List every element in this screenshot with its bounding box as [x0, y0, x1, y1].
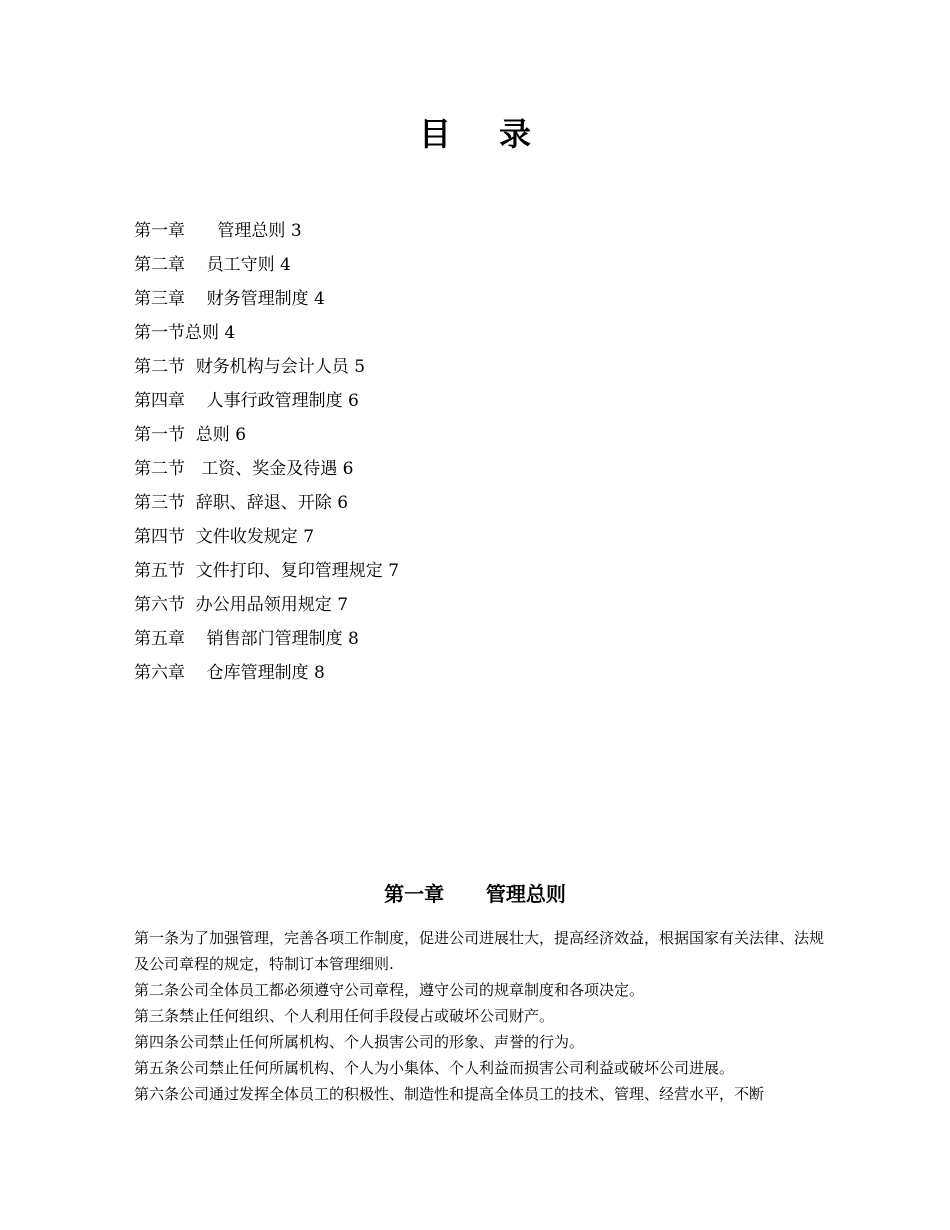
- toc-title-left: 目: [418, 115, 451, 153]
- toc-item[interactable]: 第一章 管理总则 3: [134, 221, 302, 241]
- article-paragraph: 第一条为了加强管理，完善各项工作制度，促进公司进展壮大，提高经济效益，根据国家有关法律、法规及公司章程的规定，特制订本管理细则.: [134, 929, 825, 973]
- article-paragraph: 第四条公司禁止任何所属机构、个人损害公司的形象、声誉的行为。: [134, 1033, 585, 1051]
- toc-title: [0, 112, 950, 156]
- article-paragraph: 第五条公司禁止任何所属机构、个人为小集体、个人利益而损害公司利益或破坏公司进展。: [134, 1059, 735, 1077]
- toc-item[interactable]: 第四节 文件收发规定 7: [134, 527, 315, 547]
- toc-item[interactable]: 第五章 销售部门管理制度 8: [134, 629, 359, 649]
- toc-item[interactable]: 第四章 人事行政管理制度 6: [134, 391, 359, 411]
- toc-item[interactable]: 第六章 仓库管理制度 8: [134, 663, 325, 683]
- chapter-title: 第一章 管理总则: [384, 882, 566, 906]
- toc-item[interactable]: 第五节 文件打印、复印管理规定 7: [134, 561, 400, 581]
- toc-list: [134, 214, 399, 690]
- toc-title-right: 录: [499, 115, 532, 153]
- article-paragraph: 第六条公司通过发挥全体员工的积极性、制造性和提高全体员工的技术、管理、经营水平，不断: [134, 1085, 765, 1103]
- toc-item[interactable]: 第六节 办公用品领用规定 7: [134, 595, 349, 615]
- article-paragraph: 第三条禁止任何组织、个人利用任何手段侵占或破坏公司财产。: [134, 1007, 555, 1025]
- toc-item[interactable]: 第一节总则 4: [134, 323, 236, 343]
- article-paragraph: 第二条公司全体员工都必须遵守公司章程，遵守公司的规章制度和各项决定。: [134, 981, 645, 999]
- toc-item[interactable]: 第二章 员工守则 4: [134, 255, 291, 275]
- toc-item[interactable]: 第二节 工资、奖金及待遇 6: [134, 459, 354, 479]
- toc-item[interactable]: 第一节 总则 6: [134, 425, 247, 445]
- toc-item[interactable]: 第三节 辞职、辞退、开除 6: [134, 493, 349, 513]
- toc-item[interactable]: 第三章 财务管理制度 4: [134, 289, 325, 309]
- chapter-body: [134, 925, 824, 1107]
- toc-item[interactable]: 第二节 财务机构与会计人员 5: [134, 357, 366, 377]
